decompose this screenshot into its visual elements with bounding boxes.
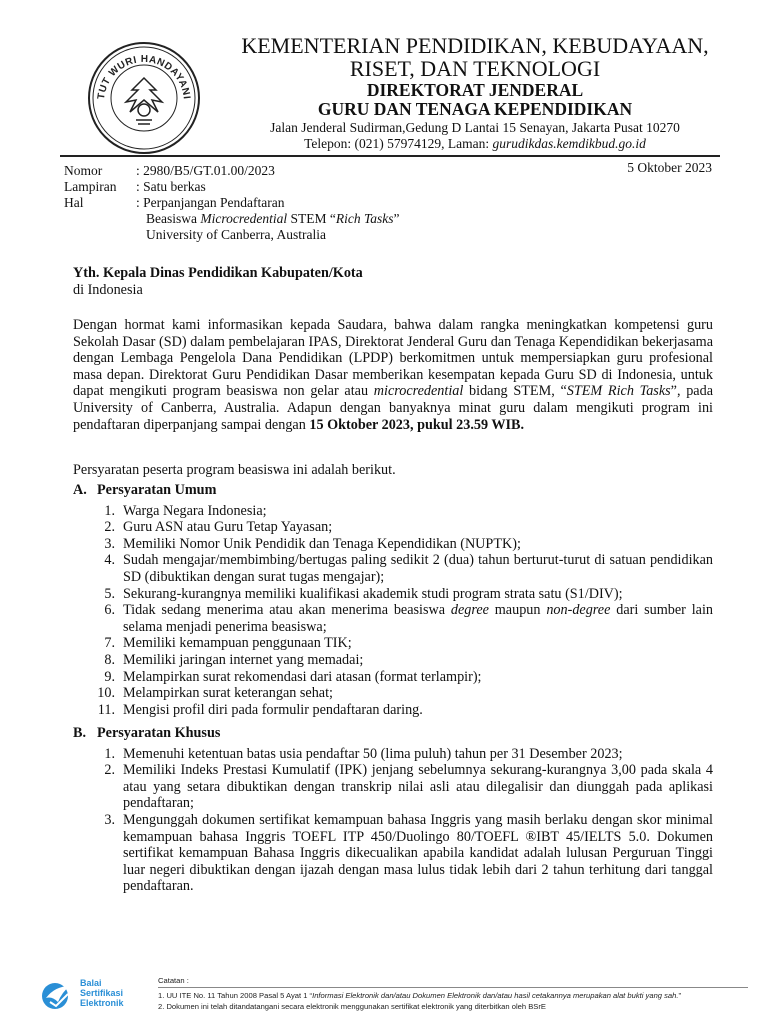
section-b [73, 725, 713, 895]
list-item: 1. Memenuhi ketentuan batas usia pendaftar 50 (lima puluh) tahun per 31 Desember 2023; [104, 745, 623, 762]
lampiran-label: Lampiran [64, 179, 117, 194]
lampiran-value: : Satu berkas [136, 179, 206, 194]
bsre-line3: Elektronik [80, 998, 124, 1008]
list-item: 4. Sudah mengajar/membimbing/bertugas paling sedikit 2 (dua) tahun berturut-turut di satuan pendidikan SD (dibuktikan dengan surat tugas mengajar); [104, 552, 713, 585]
list-item: 6. Tidak sedang menerima atau akan menerima beasiswa degree maupun non-degree dari sumber lain selama menjadi penerima beasiswa; [104, 602, 713, 635]
letter-meta [64, 160, 724, 243]
section-a [73, 482, 713, 718]
list-item: 2. Guru ASN atau Guru Tetap Yayasan; [104, 519, 333, 536]
ministry-name-line2: RISET, DAN TEKNOLOGI [349, 56, 601, 81]
list-item: 9. Melampirkan surat rekomendasi dari atasan (format terlampir); [104, 668, 482, 685]
bsre-emblem-icon [40, 980, 74, 1012]
logo-motto: TUT WURI HANDAYANI [96, 53, 192, 101]
nomor-label: Nomor [64, 163, 103, 178]
footer-note-2: 2. Dokumen ini telah ditandatangani secara elektronik menggunakan sertifikat elektronik yang diterbitkan oleh BSrE [158, 1002, 546, 1011]
letterhead-divider [60, 155, 720, 157]
catatan-label: Catatan : [158, 976, 189, 985]
recipient-line1: Yth. Kepala Dinas Pendidikan Kabupaten/Kota [73, 265, 363, 281]
list-item: 3. Mengunggah dokumen sertifikat kemampuan bahasa Inggris yang masih berlaku dengan skor minimal kemampuan bahasa Inggris TOEFL ITP 450/Duolingo 80/TOEFL ®IBT 45/IELTS 5.0. Dokumen sertifikat kemampuan Bahasa Inggris dikecualikan apabila kandidat adalah lulusan Perguruan Tinggi luar negeri dibuktikan dengan ijazah dengan masa lulus tidak lebih dari 2 tahun terhitung dari tanggal pendaftaran. [104, 811, 713, 895]
list-item: 2. Memiliki Indeks Prestasi Kumulatif (IPK) jenjang sebelumnya sekurang-kurangnya 3,00 pada skala 4 atau yang setara dibuktikan dengan transkrip nilai asli atau dilegalisir dan diunggah pada aplikasi pendaftaran; [104, 762, 713, 812]
requirements-intro: Persyaratan peserta program beasiswa ini adalah berikut. [73, 462, 396, 478]
section-a-heading: A. Persyaratan Umum [73, 482, 217, 498]
directorate-line1: DIREKTORAT JENDERAL [366, 80, 584, 100]
hal-value: : Perpanjangan Pendaftaran [136, 195, 285, 210]
letter-date: 5 Oktober 2023 [627, 160, 712, 175]
recipient [73, 265, 363, 298]
phone-text: Telepon: (021) 57974129, Laman: [304, 136, 493, 151]
list-item: 10. Melampirkan surat keterangan sehat; [97, 685, 333, 702]
website-link[interactable]: gurudikdas.kemdikbud.go.id [492, 136, 646, 151]
list-item: 11. Mengisi profil diri pada formulir pendaftaran daring. [97, 701, 423, 718]
list-item: 7. Memiliki kemampuan penggunaan TIK; [104, 635, 352, 652]
footer-note-1: 1. UU ITE No. 11 Tahun 2008 Pasal 5 Ayat 1 “Informasi Elektronik dan/atau Dokumen Elektronik dan/atau hasil cetakannya merupakan alat bukti yang sah.” [158, 987, 748, 1001]
list-item: 8. Memiliki jaringan internet yang memadai; [104, 651, 364, 668]
intro-paragraph: Dengan hormat kami informasikan kepada Saudara, bahwa dalam rangka meningkatkan kompetensi guru Sekolah Dasar (SD) dalam pembelajaran IPAS, Direktorat Jenderal Guru dan Tenaga Kependidikan bekerjasama dengan Lembaga Pengelola Dana Pendidikan (LPDP) berkomitmen untuk mempersiapkan guru profesional masa depan. Direktorat Guru Pendidikan Dasar memberikan kesempatan kepada Guru SD di Indonesia, untuk dapat mengikuti program beasiswa non gelar atau microcredential bidang STEM, “STEM Rich Tasks”, pada University of Canberra, Australia. Adapun dengan banyaknya minat guru dalam mengikuti program ini pendaftaran diperpanjang sampai dengan 15 Oktober 2023, pukul 23.59 WIB. [73, 317, 713, 433]
nomor-value: : 2980/B5/GT.01.00/2023 [136, 163, 275, 178]
address: Jalan Jenderal Sudirman,Gedung D Lantai 15 Senayan, Jakarta Pusat 10270 [270, 120, 680, 135]
bsre-line1: Balai [80, 978, 102, 988]
hal-line3: University of Canberra, Australia [146, 227, 326, 242]
bsre-line2: Sertifikasi [80, 988, 124, 998]
list-item: 3. Memiliki Nomor Unik Pendidik dan Tenaga Kependidikan (NUPTK); [104, 535, 521, 552]
hal-line2: Beasiswa Microcredential STEM “Rich Tasks” [146, 211, 400, 226]
list-item: 1. Warga Negara Indonesia; [104, 502, 267, 519]
footer-notes [158, 975, 748, 1012]
contact-line [210, 135, 740, 152]
directorate-line2: GURU DAN TENAGA KEPENDIDIKAN [317, 99, 633, 119]
hal-label: Hal [64, 195, 84, 210]
tut-wuri-handayani-logo [86, 40, 202, 156]
recipient-line2: di Indonesia [73, 281, 143, 298]
list-item: 5. Sekurang-kurangnya memiliki kualifikasi akademik studi program strata satu (S1/DIV); [104, 585, 623, 602]
ministry-name-line1: KEMENTERIAN PENDIDIKAN, KEBUDAYAAN, [241, 33, 709, 58]
section-b-heading: B. Persyaratan Khusus [73, 725, 221, 741]
bsre-logo [40, 978, 160, 1014]
